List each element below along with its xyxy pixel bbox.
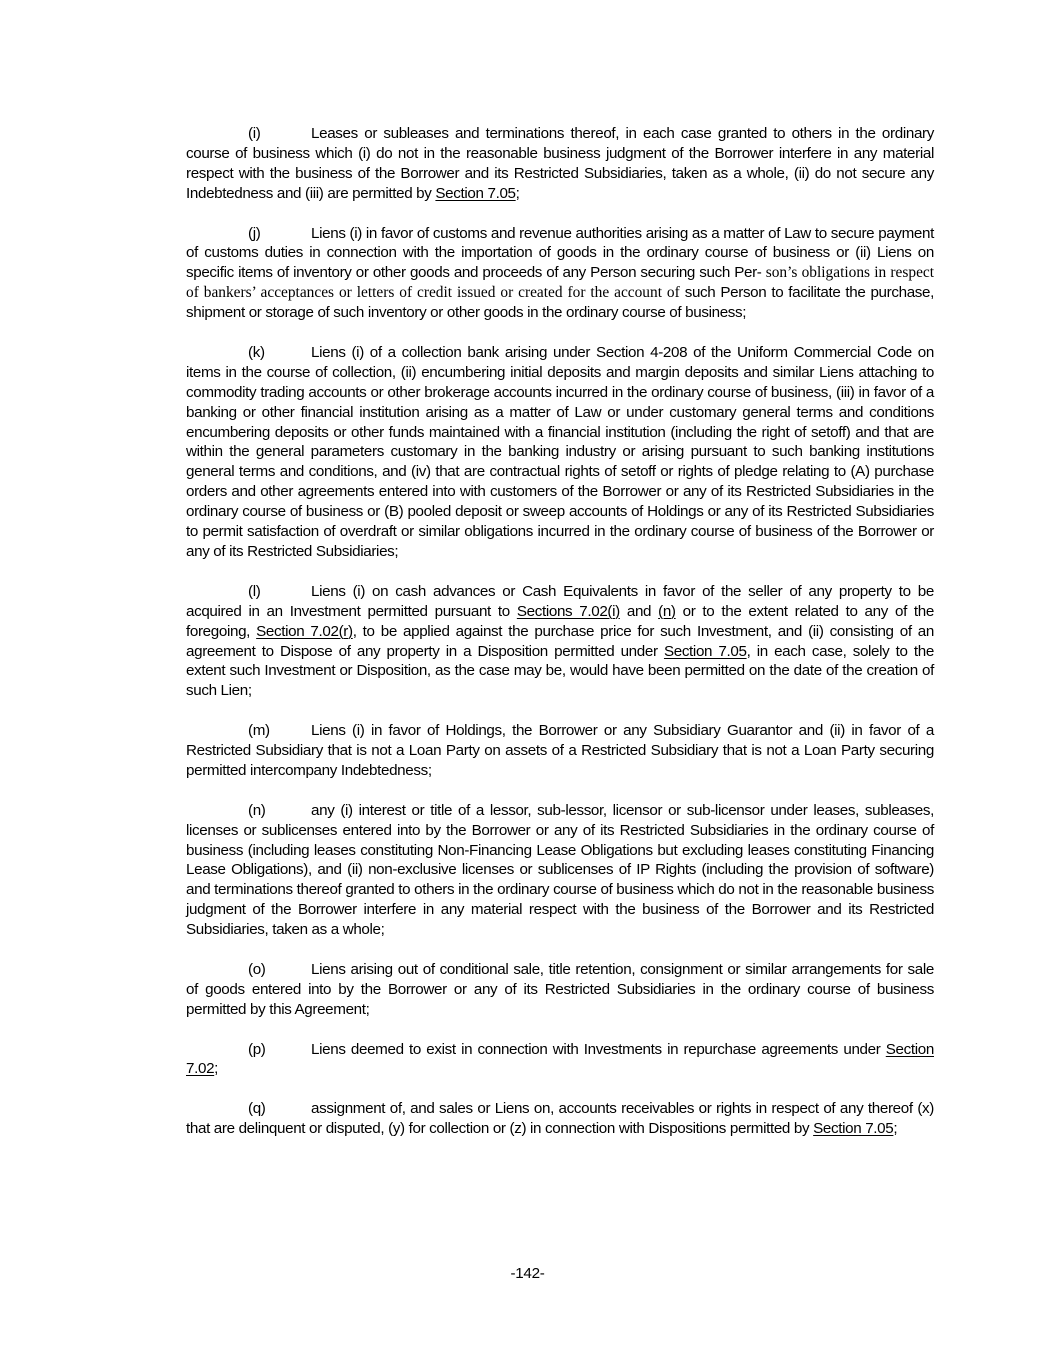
paragraph-j: [186, 224, 934, 324]
clause-label: (n): [248, 801, 266, 819]
clause-text: assignment of, and sales or Liens on, accounts receivables or rights in respect of any thereof (x) that are delinquent or disputed, (y) for collection or (z) in connection with Dispositions permitted by: [186, 1100, 934, 1138]
clause-label: (q): [248, 1100, 266, 1118]
clause-text: ;: [893, 1120, 898, 1138]
paragraph-o: [186, 960, 934, 1020]
paragraph-m: [186, 721, 934, 781]
paragraph-n: [186, 801, 934, 940]
document-page: [186, 124, 934, 1159]
paragraph-k: [186, 343, 934, 562]
clause-label: (o): [248, 960, 266, 978]
clause-text: , to be applied against the purchase price for such Investment, and (ii) consisting of an agreement to Dispose of any property in a Disposition permitted under: [186, 622, 934, 660]
clause-label: (m): [248, 722, 270, 740]
paragraph-l: [186, 582, 934, 701]
clause-text: Liens (i) in favor of Holdings, the Borrower or any Subsidiary Guarantor and (ii) in favor of a Restricted Subsidiary that is not a Loan Party on assets of a Restricted Subsidiary that is not a Loan Party securing permitted intercompany Indebtedness;: [186, 722, 934, 779]
clause-label: (k): [248, 343, 265, 361]
clause-text: Liens (i) on cash advances or Cash Equivalents in favor of the seller of any property to be acquired in an Investment permitted pursuant to: [186, 582, 934, 620]
clause-label: (p): [248, 1040, 266, 1058]
section-reference: Section 7.05: [435, 184, 516, 202]
clause-text: ;: [214, 1060, 219, 1078]
section-reference: Section 7.02(r): [256, 622, 353, 640]
section-reference: Section 7.05: [663, 642, 747, 660]
clause-text: any (i) interest or title of a lessor, sub-lessor, licensor or sub-licensor under leases, subleases, licenses or sublicenses entered into by the Borrower or any of its Restricted Subsidiaries in the ordinary course of business (including leases constituting Non-Financing Lease Obligations but excluding leases constituting Financing Lease Obligations), and (ii) non-exclusive licenses or sublicenses of IP Rights (including the provision of software) and terminations thereof granted to others in the ordinary course of business which do not in the reasonable business judgment of the Borrower interfere in any material respect with the business of the Borrower and its Restricted Subsidiaries, taken as a whole;: [186, 801, 934, 939]
clause-text-serif-line: son’s obligations in respect of bankers’ acceptances or letters of credit issued or created for the account of: [186, 264, 935, 302]
page-number: -142-: [510, 1265, 545, 1282]
clause-text: Liens (i) of a collection bank arising under Section 4-208 of the Uniform Commercial Code on items in the course of collection, (ii) encumbering initial deposits and margin deposits and similar Liens attaching to commodity trading accounts or other brokerage accounts incurred in the ordinary course of business, (iii) in favor of a banking or other financial institution arising as a matter of Law or under customary general terms and conditions encumbering deposits or other funds maintained with a financial institution (including the right of setoff) and that are within the general parameters customary in the banking industry or arising pursuant to such banking institutions general terms and conditions, and (iv) that are contractual rights of setoff or rights of pledge relating to (A) purchase orders and other agreements entered into with customers of the Borrower or any of its Restricted Subsidiaries in the ordinary course of business or (B) pooled deposit or sweep accounts of Holdings or any of its Restricted Subsidiaries to permit satisfaction of overdraft or similar obligations incurred in the ordinary course of business of the Borrower or any of its Restricted Subsidiaries;: [186, 343, 934, 560]
clause-text: Liens (i) in favor of customs and revenue authorities arising as a matter of Law to secure payment of customs duties in connection with the importation of goods in the ordinary course of business or (ii) Liens on specific items of inventory or other goods and proceeds of any Person securing such Per-: [186, 224, 934, 282]
section-reference: (n): [658, 602, 676, 620]
clause-text: ;: [515, 184, 520, 202]
clause-text: Liens arising out of conditional sale, title retention, consignment or similar arrangements for sale of goods entered into by the Borrower or any of its Restricted Subsidiaries in the ordinary course of business permitted by this Agreement;: [186, 960, 934, 1018]
paragraph-q: [186, 1099, 934, 1139]
paragraph-p: [186, 1040, 934, 1080]
section-reference: Section 7.05: [813, 1120, 894, 1138]
clause-text: Liens deemed to exist in connection with Investments in repurchase agreements under: [311, 1040, 886, 1058]
clause-label: (l): [248, 582, 261, 600]
clause-text: Leases or subleases and terminations thereof, in each case granted to others in the ordinary course of business which (i) do not in the reasonable business judgment of the Borrower interfere in any material respect with the business of the Borrower and its Restricted Subsidiaries, taken as a whole, (ii) do not secure any Indebtedness and (iii) are permitted by: [186, 125, 934, 202]
paragraph-i: [186, 124, 934, 204]
clause-text: and: [619, 602, 659, 620]
clause-label: (j): [248, 224, 261, 242]
clause-text: such Person to facilitate the purchase, shipment or storage of such inventory or other goods in the ordinary course of business;: [186, 284, 935, 322]
section-reference: Sections 7.02(i): [516, 602, 620, 620]
clause-text: or to the extent related to any of the foregoing,: [186, 602, 934, 640]
clause-label: (i): [248, 125, 261, 142]
section-reference: Section 7.02: [186, 1040, 934, 1078]
clause-text: , in each case, solely to the extent such Investment or Disposition, as the case may be, would have been permitted on the date of the creation of such Lien;: [186, 642, 934, 700]
